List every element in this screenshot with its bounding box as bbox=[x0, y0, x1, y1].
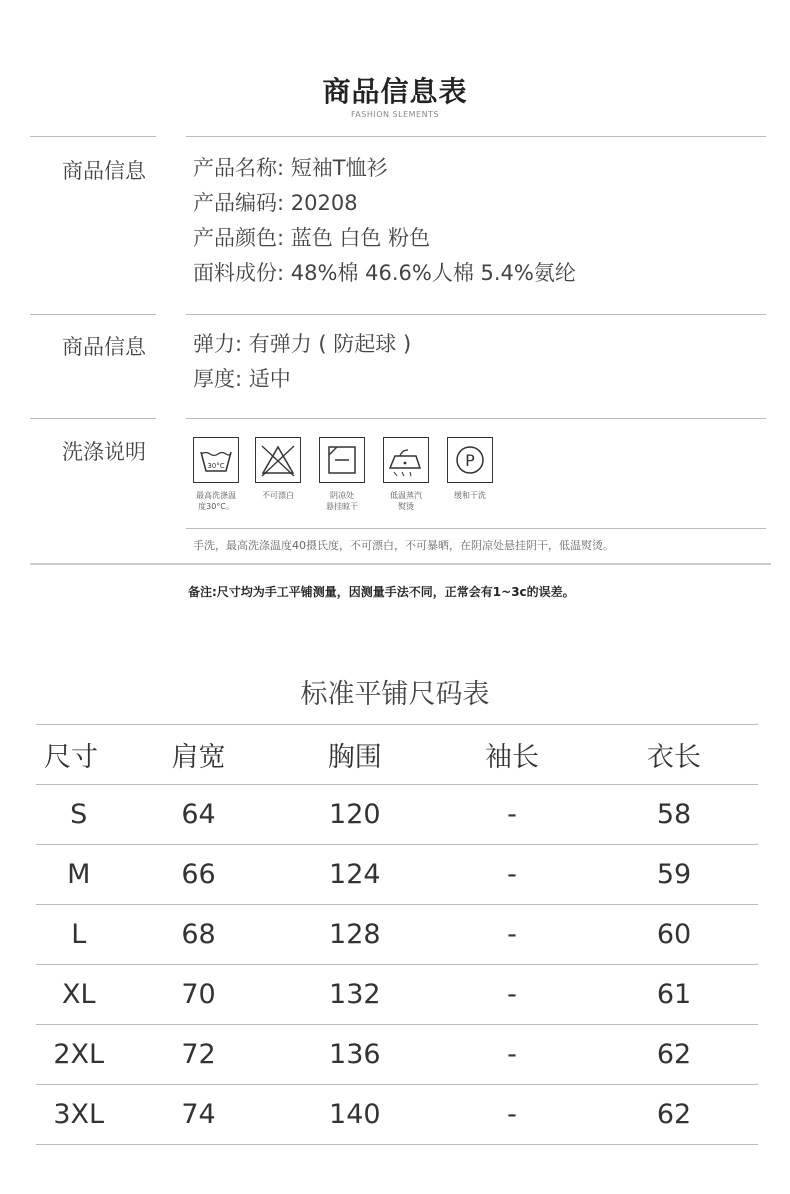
table-row bbox=[36, 965, 758, 1025]
table-row bbox=[36, 1085, 758, 1145]
header-chest: 胸围 bbox=[276, 725, 434, 785]
elasticity-line: 弹力: 有弹力 ( 防起球 ) bbox=[193, 332, 412, 356]
page-title: 商品信息表 bbox=[322, 75, 468, 108]
care-item-dry-clean: P 缓和干洗 bbox=[437, 437, 503, 501]
divider-left bbox=[30, 418, 156, 419]
header-shoulder: 肩宽 bbox=[121, 725, 275, 785]
divider-right bbox=[186, 136, 766, 137]
length-cell: 61 bbox=[590, 965, 758, 1025]
sleeve-cell: - bbox=[434, 965, 590, 1025]
divider-left bbox=[30, 314, 156, 315]
thickness-line: 厚度: 适中 bbox=[193, 367, 291, 391]
chest-cell: 132 bbox=[276, 965, 434, 1025]
care-item-wash: 30°C 最高洗涤温 度30°C。 bbox=[183, 437, 249, 512]
length-cell: 60 bbox=[590, 905, 758, 965]
sleeve-cell: - bbox=[434, 1025, 590, 1085]
no-bleach-icon bbox=[255, 437, 301, 483]
size-cell: XL bbox=[36, 965, 121, 1025]
table-row bbox=[36, 845, 758, 905]
care-item-low-iron: 低温蒸汽 熨烫 bbox=[373, 437, 439, 512]
size-cell: 3XL bbox=[36, 1085, 121, 1145]
header-length: 衣长 bbox=[590, 725, 758, 785]
size-table bbox=[36, 724, 758, 1145]
page-subtitle: FASHION SLEMENTS bbox=[350, 110, 440, 119]
product-info-block bbox=[193, 151, 576, 291]
shoulder-cell: 70 bbox=[121, 965, 275, 1025]
table-header-row bbox=[36, 725, 758, 785]
length-cell: 58 bbox=[590, 785, 758, 845]
divider-right bbox=[186, 314, 766, 315]
size-cell: L bbox=[36, 905, 121, 965]
section-label-product-info: 商品信息 bbox=[62, 159, 146, 183]
sleeve-cell: - bbox=[434, 1085, 590, 1145]
size-cell: S bbox=[36, 785, 121, 845]
section-label-product-info-2: 商品信息 bbox=[62, 335, 146, 359]
care-icons bbox=[193, 437, 713, 517]
fabric-line: 面料成份: 48%棉 46.6%人棉 5.4%氨纶 bbox=[193, 261, 576, 285]
shoulder-cell: 66 bbox=[121, 845, 275, 905]
shoulder-cell: 68 bbox=[121, 905, 275, 965]
size-cell: M bbox=[36, 845, 121, 905]
divider-right bbox=[186, 418, 766, 419]
elasticity-block bbox=[193, 327, 411, 397]
product-color-line: 产品颜色: 蓝色 白色 粉色 bbox=[193, 226, 431, 250]
divider-bottom bbox=[30, 563, 771, 565]
sleeve-cell: - bbox=[434, 905, 590, 965]
chest-cell: 136 bbox=[276, 1025, 434, 1085]
sleeve-cell: - bbox=[434, 845, 590, 905]
chest-cell: 140 bbox=[276, 1085, 434, 1145]
divider-care bbox=[186, 528, 766, 529]
shade-hang-dry-icon bbox=[319, 437, 365, 483]
chest-cell: 120 bbox=[276, 785, 434, 845]
svg-text:30°C: 30°C bbox=[207, 462, 225, 470]
care-item-no-bleach: 不可漂白 bbox=[245, 437, 311, 501]
shoulder-cell: 72 bbox=[121, 1025, 275, 1085]
sleeve-cell: - bbox=[434, 785, 590, 845]
table-row bbox=[36, 905, 758, 965]
header-sleeve: 袖长 bbox=[434, 725, 590, 785]
care-instructions: 手洗，最高洗涤温度40摄氏度，不可漂白，不可暴晒，在阴凉处悬挂阴干，低温熨烫。 bbox=[193, 539, 614, 552]
size-table-title: 标准平铺尺码表 bbox=[300, 679, 490, 710]
product-code-line: 产品编码: 20208 bbox=[193, 191, 358, 215]
length-cell: 62 bbox=[590, 1025, 758, 1085]
length-cell: 59 bbox=[590, 845, 758, 905]
divider-left bbox=[30, 136, 156, 137]
svg-text:P: P bbox=[465, 451, 475, 470]
wash-30-icon bbox=[193, 437, 239, 483]
shoulder-cell: 74 bbox=[121, 1085, 275, 1145]
chest-cell: 128 bbox=[276, 905, 434, 965]
care-item-shade-dry: 阴凉处 悬挂晾干 bbox=[309, 437, 375, 512]
low-steam-iron-icon bbox=[383, 437, 429, 483]
dry-clean-p-icon bbox=[447, 437, 493, 483]
table-row bbox=[36, 785, 758, 845]
size-cell: 2XL bbox=[36, 1025, 121, 1085]
measurement-note: 备注:尺寸均为手工平铺测量，因测量手法不同，正常会有1~3c的误差。 bbox=[188, 585, 575, 599]
shoulder-cell: 64 bbox=[121, 785, 275, 845]
length-cell: 62 bbox=[590, 1085, 758, 1145]
section-label-washing: 洗涤说明 bbox=[62, 440, 146, 464]
table-row bbox=[36, 1025, 758, 1085]
chest-cell: 124 bbox=[276, 845, 434, 905]
header-size: 尺寸 bbox=[36, 725, 121, 785]
product-name-line: 产品名称: 短袖T恤衫 bbox=[193, 156, 388, 180]
